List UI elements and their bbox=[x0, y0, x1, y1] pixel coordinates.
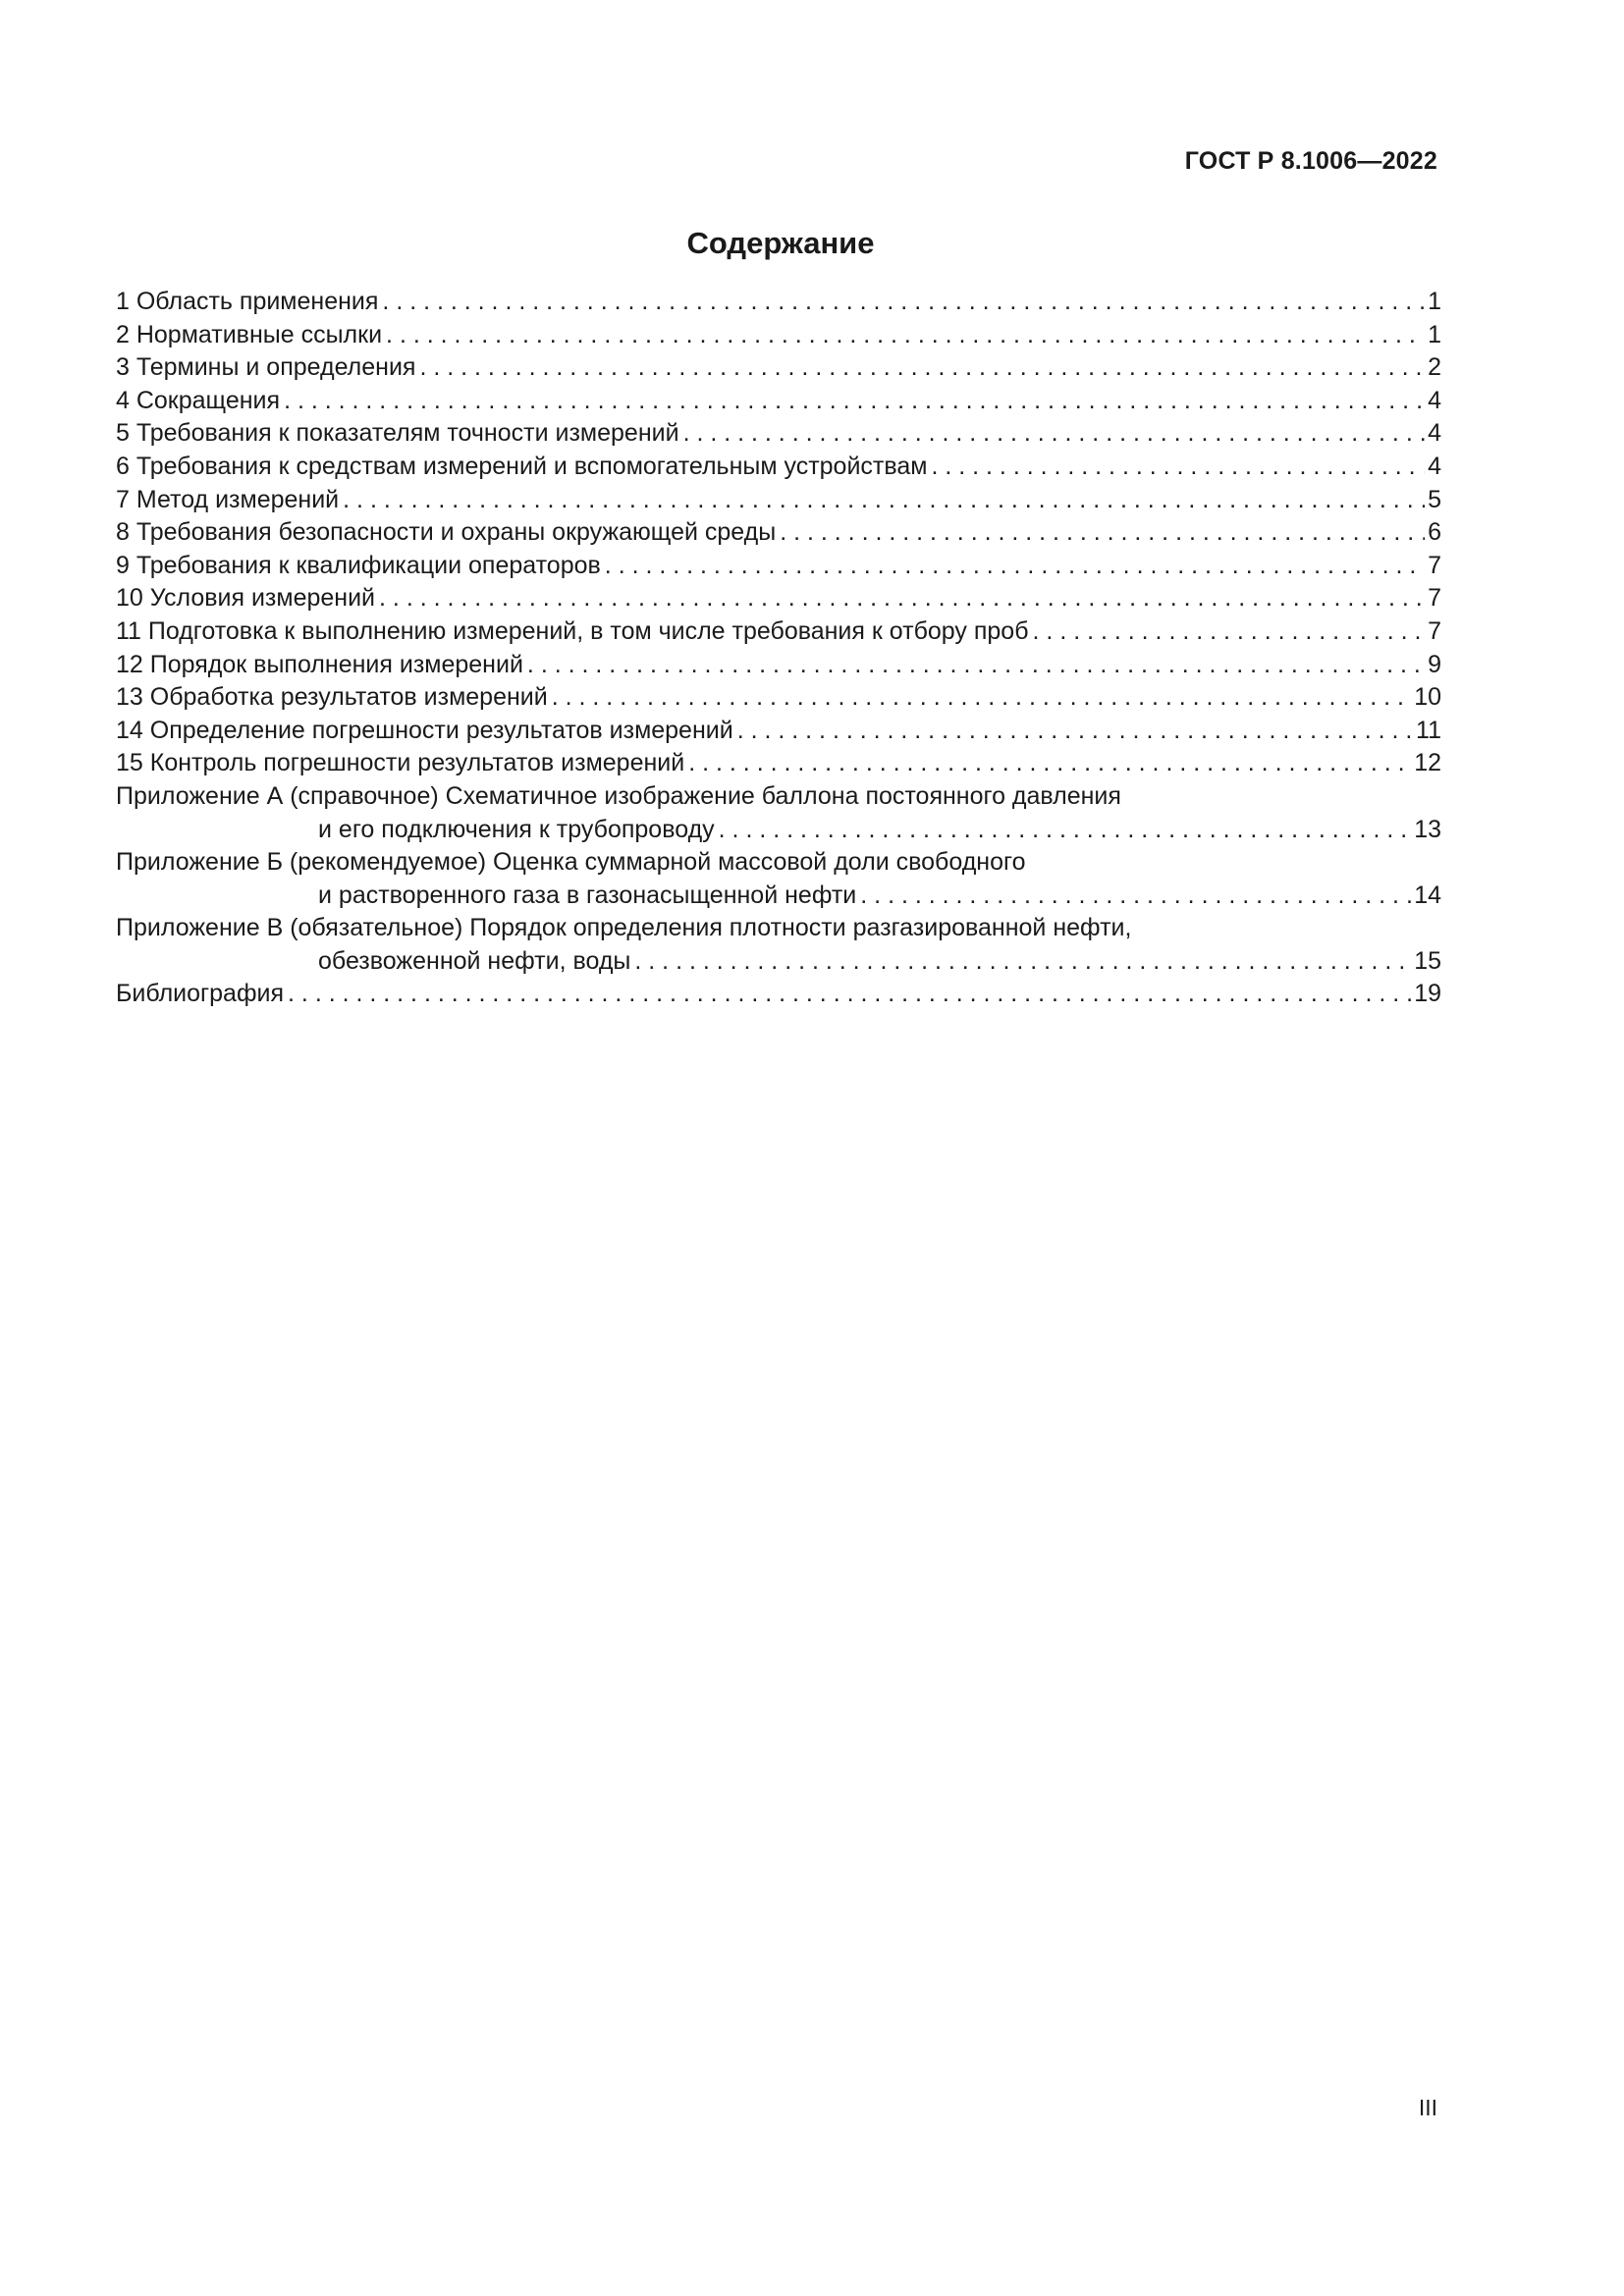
toc-entry-label: 2 Нормативные ссылки bbox=[116, 320, 383, 348]
toc-entry-page: 6 bbox=[1428, 518, 1441, 547]
toc-entry-2[interactable] bbox=[116, 319, 1441, 352]
toc-entry-page: 4 bbox=[1428, 386, 1441, 414]
document-code: ГОСТ Р 8.1006—2022 bbox=[1184, 147, 1437, 175]
toc-entry-10[interactable] bbox=[116, 582, 1441, 615]
toc-title: Содержание bbox=[686, 226, 875, 260]
toc-entry-14[interactable] bbox=[116, 715, 1441, 748]
toc-entry-label: 8 Требования безопасности и охраны окружающей среды bbox=[116, 518, 777, 547]
dot-leader bbox=[343, 484, 1425, 517]
dot-leader bbox=[605, 550, 1425, 583]
toc-entry-page: 7 bbox=[1428, 584, 1441, 613]
toc-entry-label: Приложение А (справочное) Схематичное изображение баллона постоянного давления bbox=[116, 781, 1121, 810]
toc-entry-label: Библиография bbox=[116, 980, 285, 1008]
toc-appendix-b-line1[interactable] bbox=[116, 846, 1441, 880]
toc-entry-label: Приложение В (обязательное) Порядок определения плотности разгазированной нефти, bbox=[116, 914, 1132, 942]
dot-leader bbox=[683, 417, 1426, 451]
toc-entry-page: 2 bbox=[1428, 353, 1441, 382]
toc-entry-label: 11 Подготовка к выполнению измерений, в том числе требования к отбору проб bbox=[116, 616, 1029, 645]
toc-entry-label: 1 Область применения bbox=[116, 288, 379, 315]
toc-entry-bibliography[interactable] bbox=[116, 978, 1441, 1011]
toc-appendix-v-line1[interactable] bbox=[116, 912, 1441, 945]
toc-entry-label: 14 Определение погрешности результатов измерений bbox=[116, 716, 733, 744]
dot-leader bbox=[719, 814, 1412, 847]
page-number: III bbox=[1418, 2095, 1437, 2120]
toc-entry-label: и растворенного газа в газонасыщенной нефти bbox=[318, 881, 857, 909]
dot-leader bbox=[288, 978, 1411, 1011]
dot-leader bbox=[284, 385, 1425, 418]
toc-entry-label: 12 Порядок выполнения измерений bbox=[116, 650, 523, 678]
dot-leader bbox=[737, 715, 1413, 748]
toc-entry-label: 6 Требования к средствам измерений и вспомогательным устройствам bbox=[116, 452, 928, 480]
toc-entry-15[interactable] bbox=[116, 747, 1441, 780]
toc-entry-5[interactable] bbox=[116, 417, 1441, 451]
toc-appendix-v-line2[interactable] bbox=[116, 945, 1441, 979]
dot-leader bbox=[386, 319, 1425, 352]
toc-entry-page: 4 bbox=[1428, 419, 1441, 448]
dot-leader bbox=[419, 351, 1425, 385]
toc-entry-13[interactable] bbox=[116, 681, 1441, 715]
dot-leader bbox=[379, 582, 1425, 615]
dot-leader bbox=[780, 516, 1425, 550]
dot-leader bbox=[552, 681, 1411, 715]
toc-entry-label: 5 Требования к показателям точности измерений bbox=[116, 419, 679, 448]
toc-appendix-a-line1[interactable] bbox=[116, 780, 1441, 814]
toc-entry-page: 7 bbox=[1428, 551, 1441, 579]
dot-leader bbox=[382, 286, 1425, 319]
toc-entry-page: 11 bbox=[1416, 716, 1441, 744]
toc-entry-page: 4 bbox=[1428, 452, 1441, 480]
toc-entry-label: и его подключения к трубопроводу bbox=[318, 815, 715, 843]
toc-entry-label: Приложение Б (рекомендуемое) Оценка суммарной массовой доли свободного bbox=[116, 848, 1026, 877]
toc-entry-page: 10 bbox=[1414, 683, 1441, 712]
toc-entry-page: 13 bbox=[1414, 815, 1441, 843]
dot-leader bbox=[688, 747, 1411, 780]
dot-leader bbox=[860, 880, 1411, 913]
toc-entry-9[interactable] bbox=[116, 550, 1441, 583]
toc-entry-page: 1 bbox=[1428, 320, 1441, 348]
toc-entry-4[interactable] bbox=[116, 385, 1441, 418]
toc-appendix-a-line2[interactable] bbox=[116, 814, 1441, 847]
toc-entry-label: 3 Термины и определения bbox=[116, 353, 416, 382]
toc-entry-label: 9 Требования к квалификации операторов bbox=[116, 551, 601, 579]
toc-entry-label: 7 Метод измерений bbox=[116, 485, 340, 513]
toc-entry-page: 5 bbox=[1428, 485, 1441, 513]
dot-leader bbox=[1033, 615, 1426, 649]
toc-entry-11[interactable] bbox=[116, 615, 1441, 649]
toc-entry-label: 15 Контроль погрешности результатов измерений bbox=[116, 749, 685, 777]
toc-entry-label: 4 Сокращения bbox=[116, 386, 281, 414]
dot-leader bbox=[527, 649, 1425, 682]
dot-leader bbox=[931, 451, 1425, 484]
toc-entry-page: 1 bbox=[1428, 288, 1441, 315]
toc-entry-page: 19 bbox=[1414, 980, 1441, 1008]
toc-entry-page: 7 bbox=[1428, 616, 1441, 645]
toc-entry-6[interactable] bbox=[116, 451, 1441, 484]
table-of-contents bbox=[116, 286, 1441, 1011]
toc-entry-label: 13 Обработка результатов измерений bbox=[116, 683, 548, 712]
toc-entry-page: 12 bbox=[1414, 749, 1441, 777]
toc-entry-12[interactable] bbox=[116, 649, 1441, 682]
dot-leader bbox=[634, 945, 1411, 979]
toc-appendix-b-line2[interactable] bbox=[116, 880, 1441, 913]
toc-entry-7[interactable] bbox=[116, 484, 1441, 517]
toc-entry-page: 15 bbox=[1414, 946, 1441, 975]
toc-entry-8[interactable] bbox=[116, 516, 1441, 550]
toc-entry-1[interactable] bbox=[116, 286, 1441, 319]
toc-entry-label: обезвоженной нефти, воды bbox=[318, 946, 631, 975]
toc-entry-page: 9 bbox=[1428, 650, 1441, 678]
toc-entry-3[interactable] bbox=[116, 351, 1441, 385]
toc-entry-label: 10 Условия измерений bbox=[116, 584, 376, 613]
toc-entry-page: 14 bbox=[1414, 881, 1441, 909]
